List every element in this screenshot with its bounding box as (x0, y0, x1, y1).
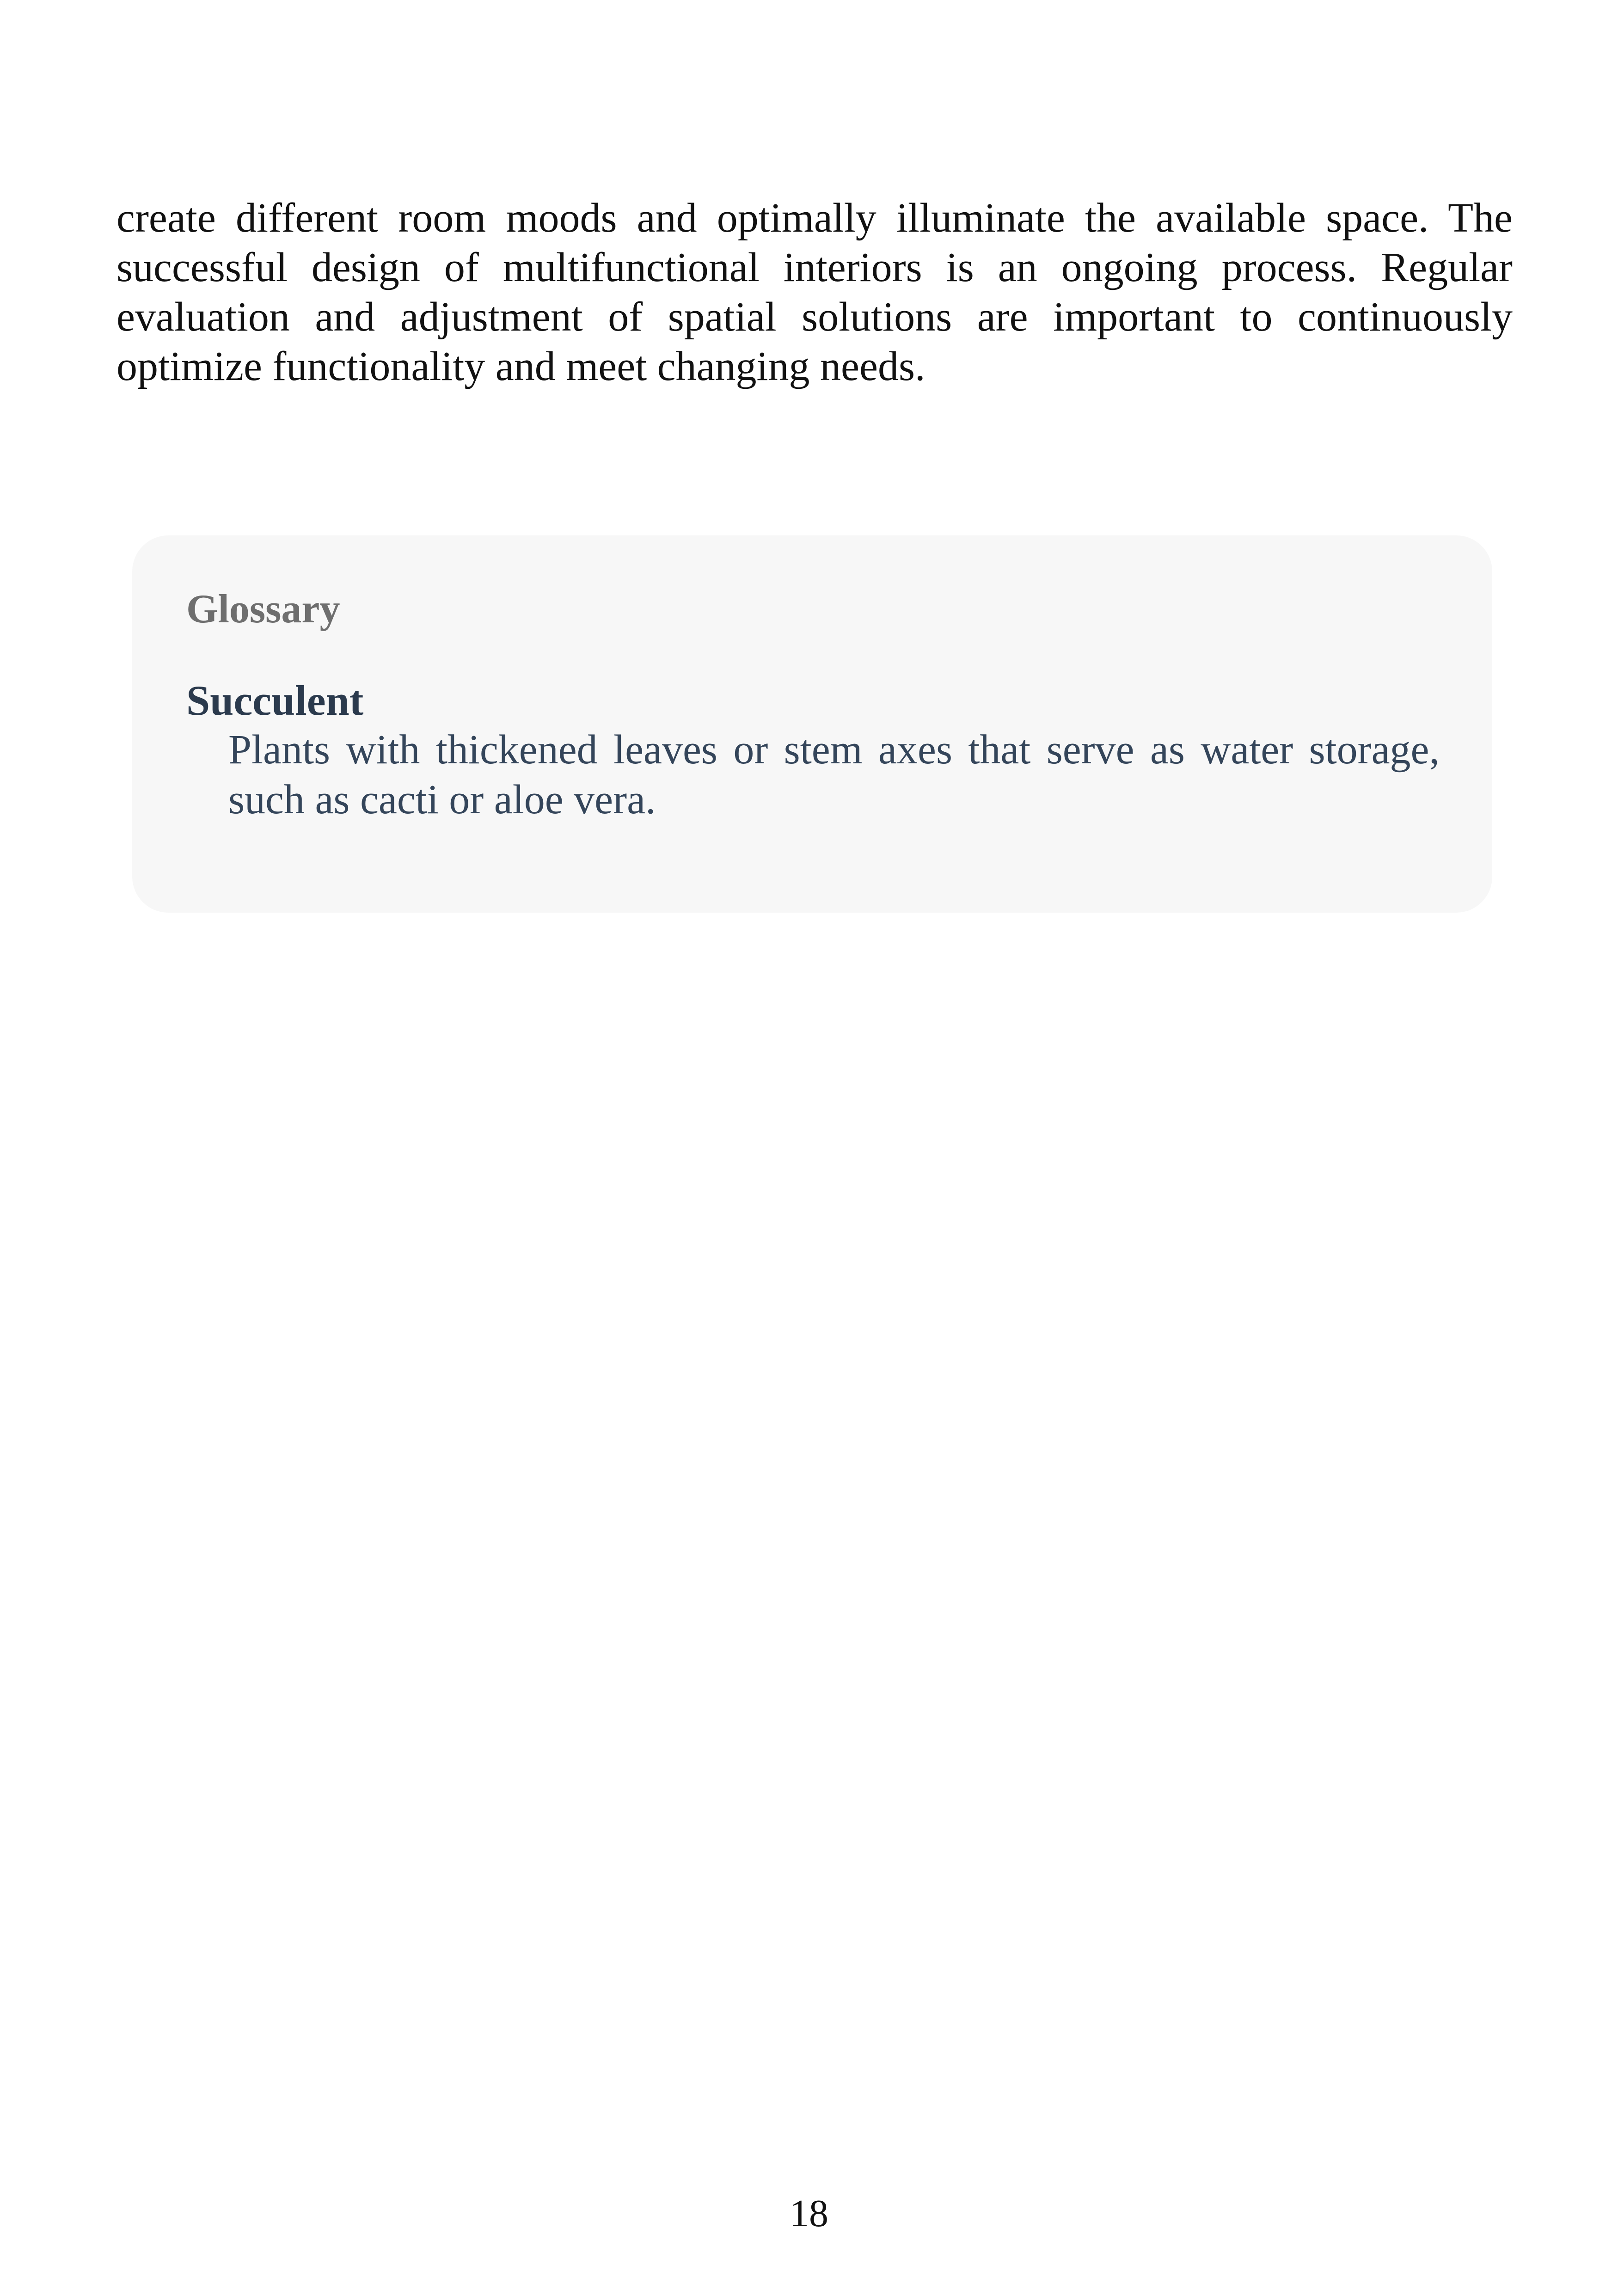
glossary-title: Glossary (186, 587, 340, 632)
body-paragraph: create different room moods and optimally illuminate the available space. The successful design of multifunctional interiors is an ongoing process. Regular evaluation and adjustment of spatial solutions are important to continuously optimize functionality and meet changing needs. (116, 195, 1513, 389)
glossary-definition: Plants with thickened leaves or stem axes that serve as water storage, such as cacti or aloe vera. (228, 727, 1440, 823)
glossary-term: Succulent (186, 677, 364, 724)
page-number: 18 (790, 2192, 828, 2235)
glossary-box (132, 535, 1492, 913)
